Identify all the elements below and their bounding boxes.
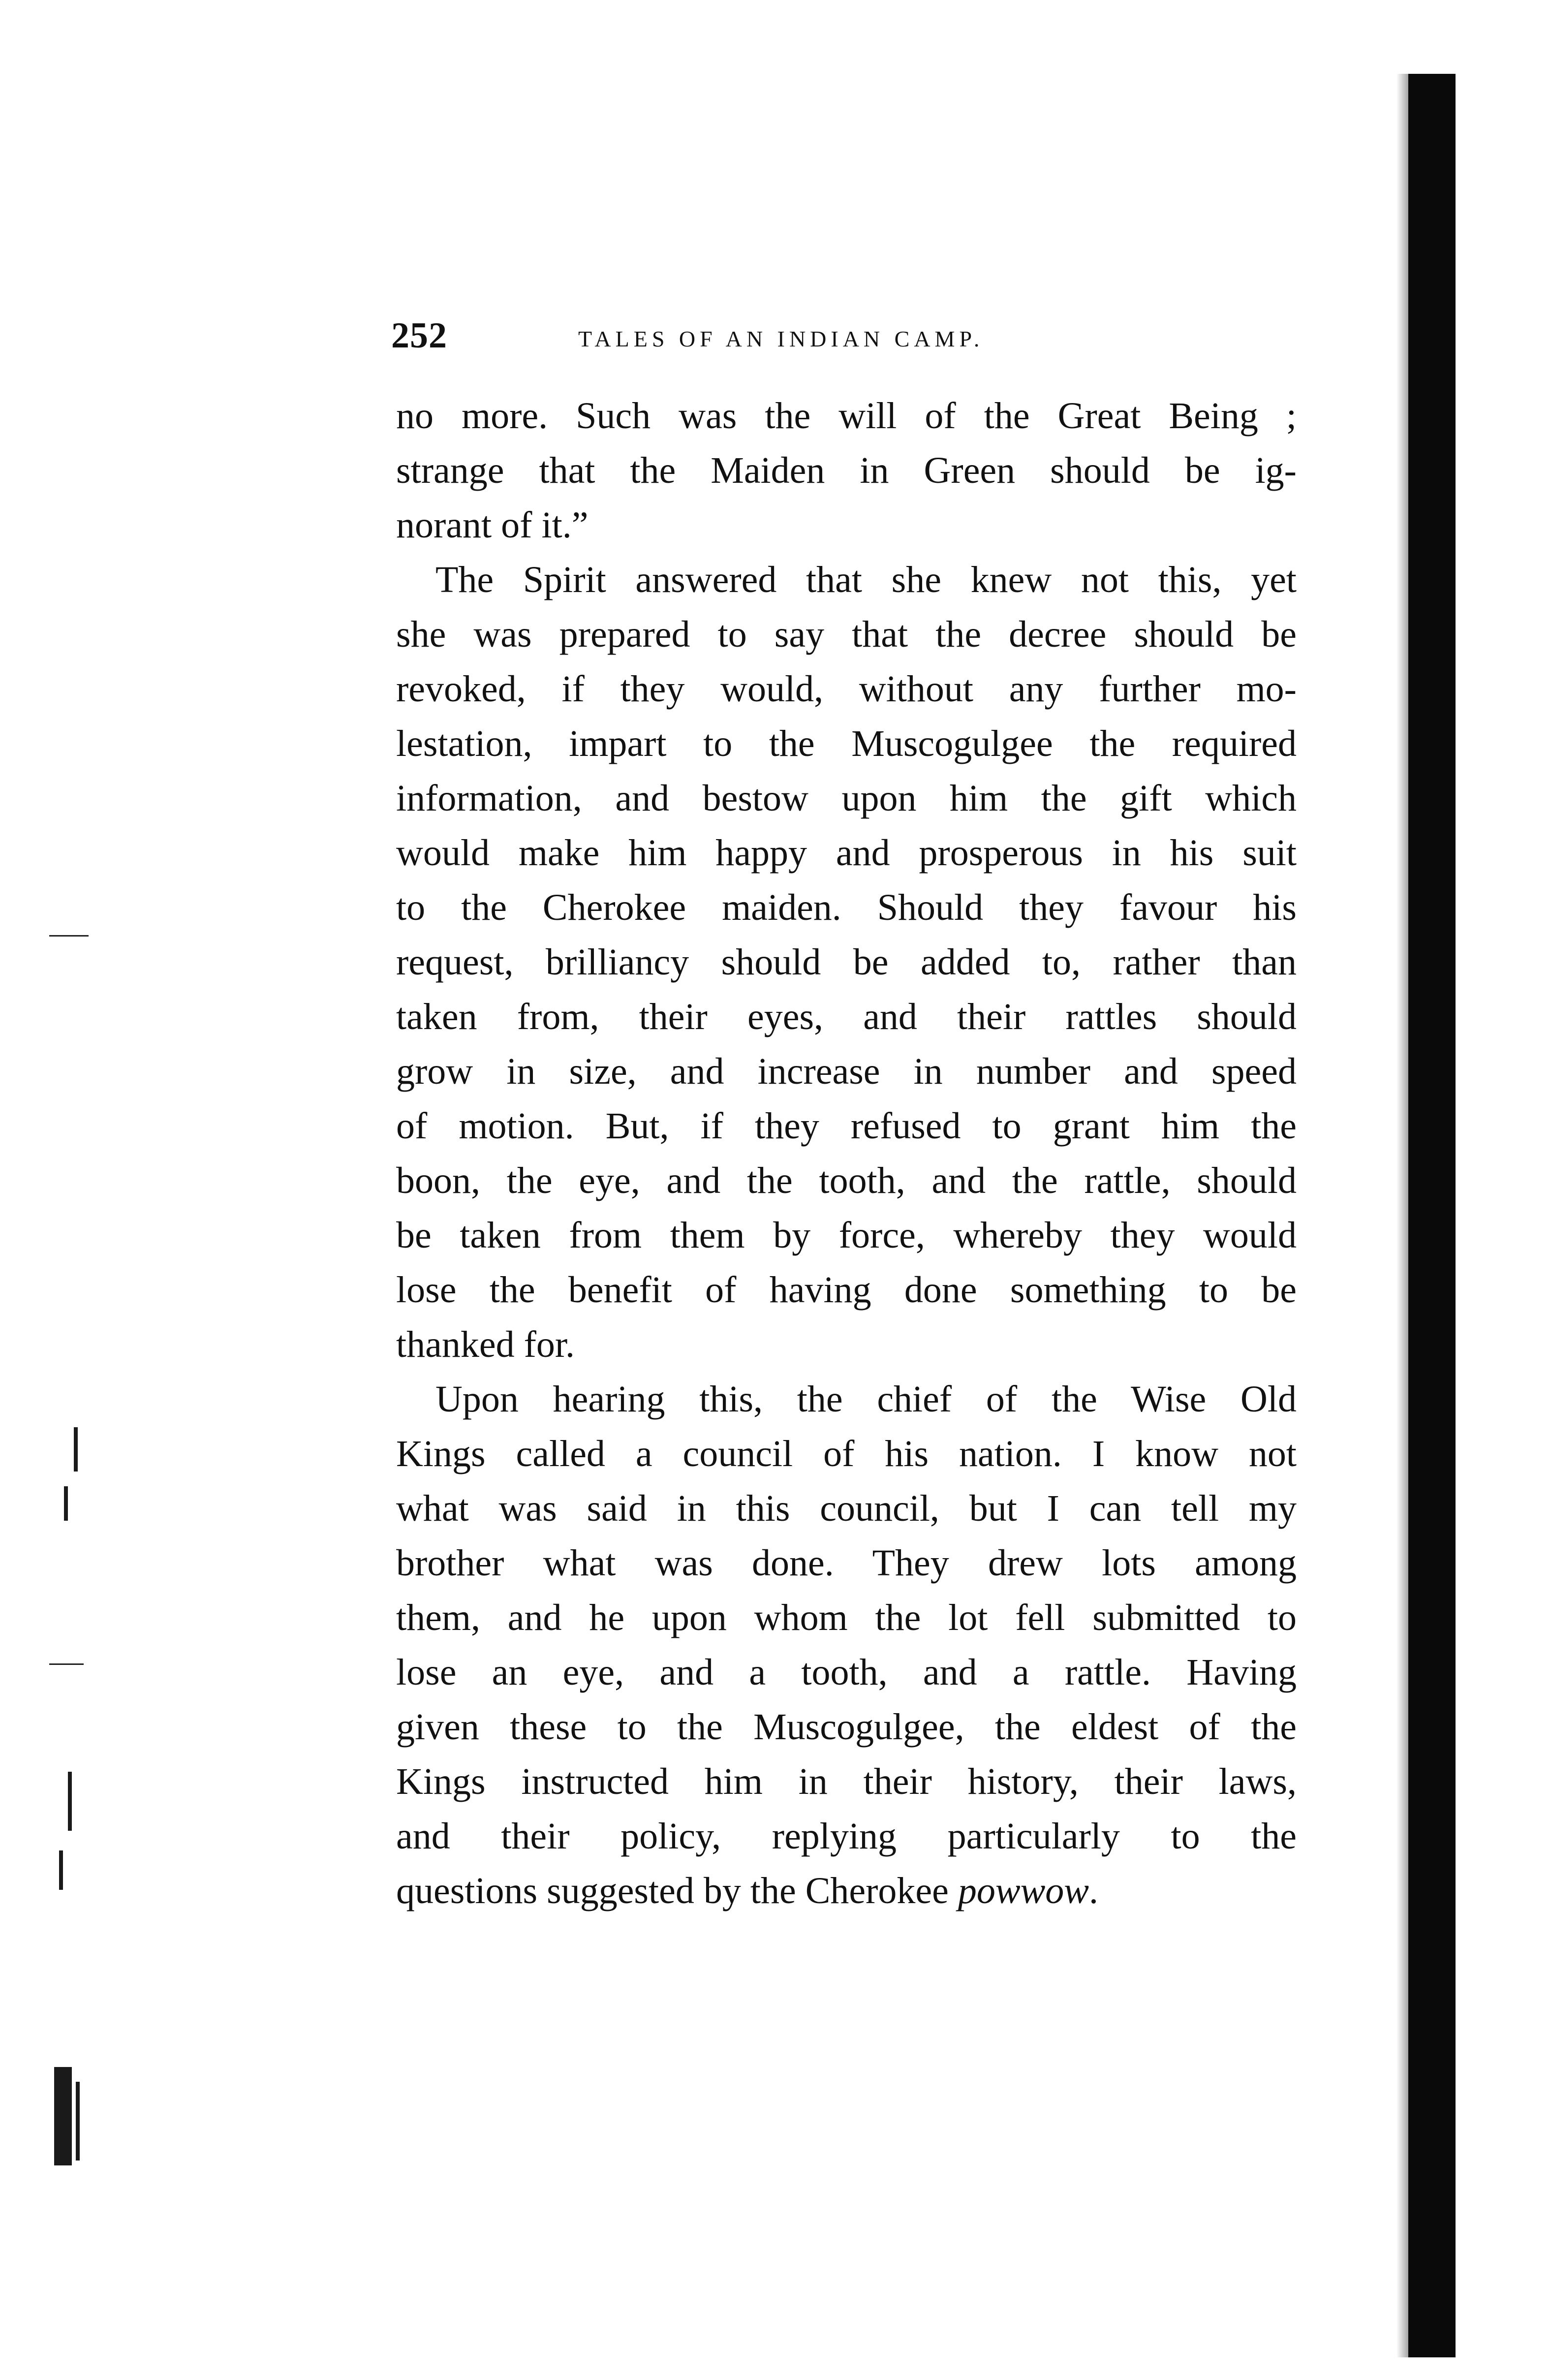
text-line-final [396,1864,1297,1918]
text-line: what was said in this council, but I can tell my [396,1488,1297,1529]
italic-word: powwow [958,1870,1089,1911]
text-line: lestation, impart to the Muscogulgee the required [396,723,1297,764]
text-line: them, and he upon whom the lot fell submitted to [396,1597,1297,1638]
text-line: thanked for. [396,1324,575,1365]
text-line: boon, the eye, and the tooth, and the rattle, should [396,1160,1297,1201]
text-line: revoked, if they would, without any further mo- [396,668,1297,710]
text-line: Kings instructed him in their history, their laws, [396,1761,1297,1802]
gutter-mark [74,1427,78,1472]
gutter-mark [59,1850,63,1890]
text-line: grow in size, and increase in number and speed [396,1051,1297,1092]
final-line-prefix: questions suggested by the Cherokee [396,1870,958,1911]
gutter-mark [54,2067,72,2165]
left-gutter-marks [44,935,98,2264]
text-line: be taken from them by force, whereby they would [396,1215,1297,1256]
text-line: would make him happy and prosperous in his suit [396,832,1297,874]
text-line: norant of it.” [396,504,589,546]
page-number: 252 [391,315,447,356]
text-line: Kings called a council of his nation. I know not [396,1433,1297,1474]
text-line: and their policy, replying particularly to the [396,1816,1297,1857]
text-line: she was prepared to say that the decree should be [396,614,1297,655]
running-head: TALES OF AN INDIAN CAMP. [578,326,984,351]
final-line-suffix: . [1088,1870,1098,1911]
text-line: The Spirit answered that she knew not this, yet [435,559,1297,600]
text-line: information, and bestow upon him the gift which [396,778,1297,819]
text-line: to the Cherokee maiden. Should they favour his [396,887,1297,928]
text-line: taken from, their eyes, and their rattles should [396,996,1297,1037]
gutter-mark [49,1663,84,1665]
text-line: lose the benefit of having done something to be [396,1269,1297,1311]
gutter-mark [76,2082,80,2161]
gutter-mark [68,1772,72,1831]
text-line: brother what was done. They drew lots among [396,1542,1297,1584]
gutter-mark [49,935,89,937]
text-line: lose an eye, and a tooth, and a rattle. Having [396,1652,1297,1693]
binding-shadow [1396,74,1408,2357]
text-line: no more. Such was the will of the Great Being ; [396,395,1297,437]
page-header [391,315,1316,369]
body-text [396,389,1297,1918]
text-line: of motion. But, if they refused to grant him the [396,1105,1297,1147]
text-line: strange that the Maiden in Green should be ig- [396,450,1297,491]
binding-edge [1408,74,1456,2357]
text-line: request, brilliancy should be added to, rather than [396,941,1297,983]
text-line: given these to the Muscogulgee, the eldest of the [396,1706,1297,1748]
gutter-mark [64,1486,68,1521]
text-line: Upon hearing this, the chief of the Wise Old [435,1378,1297,1420]
